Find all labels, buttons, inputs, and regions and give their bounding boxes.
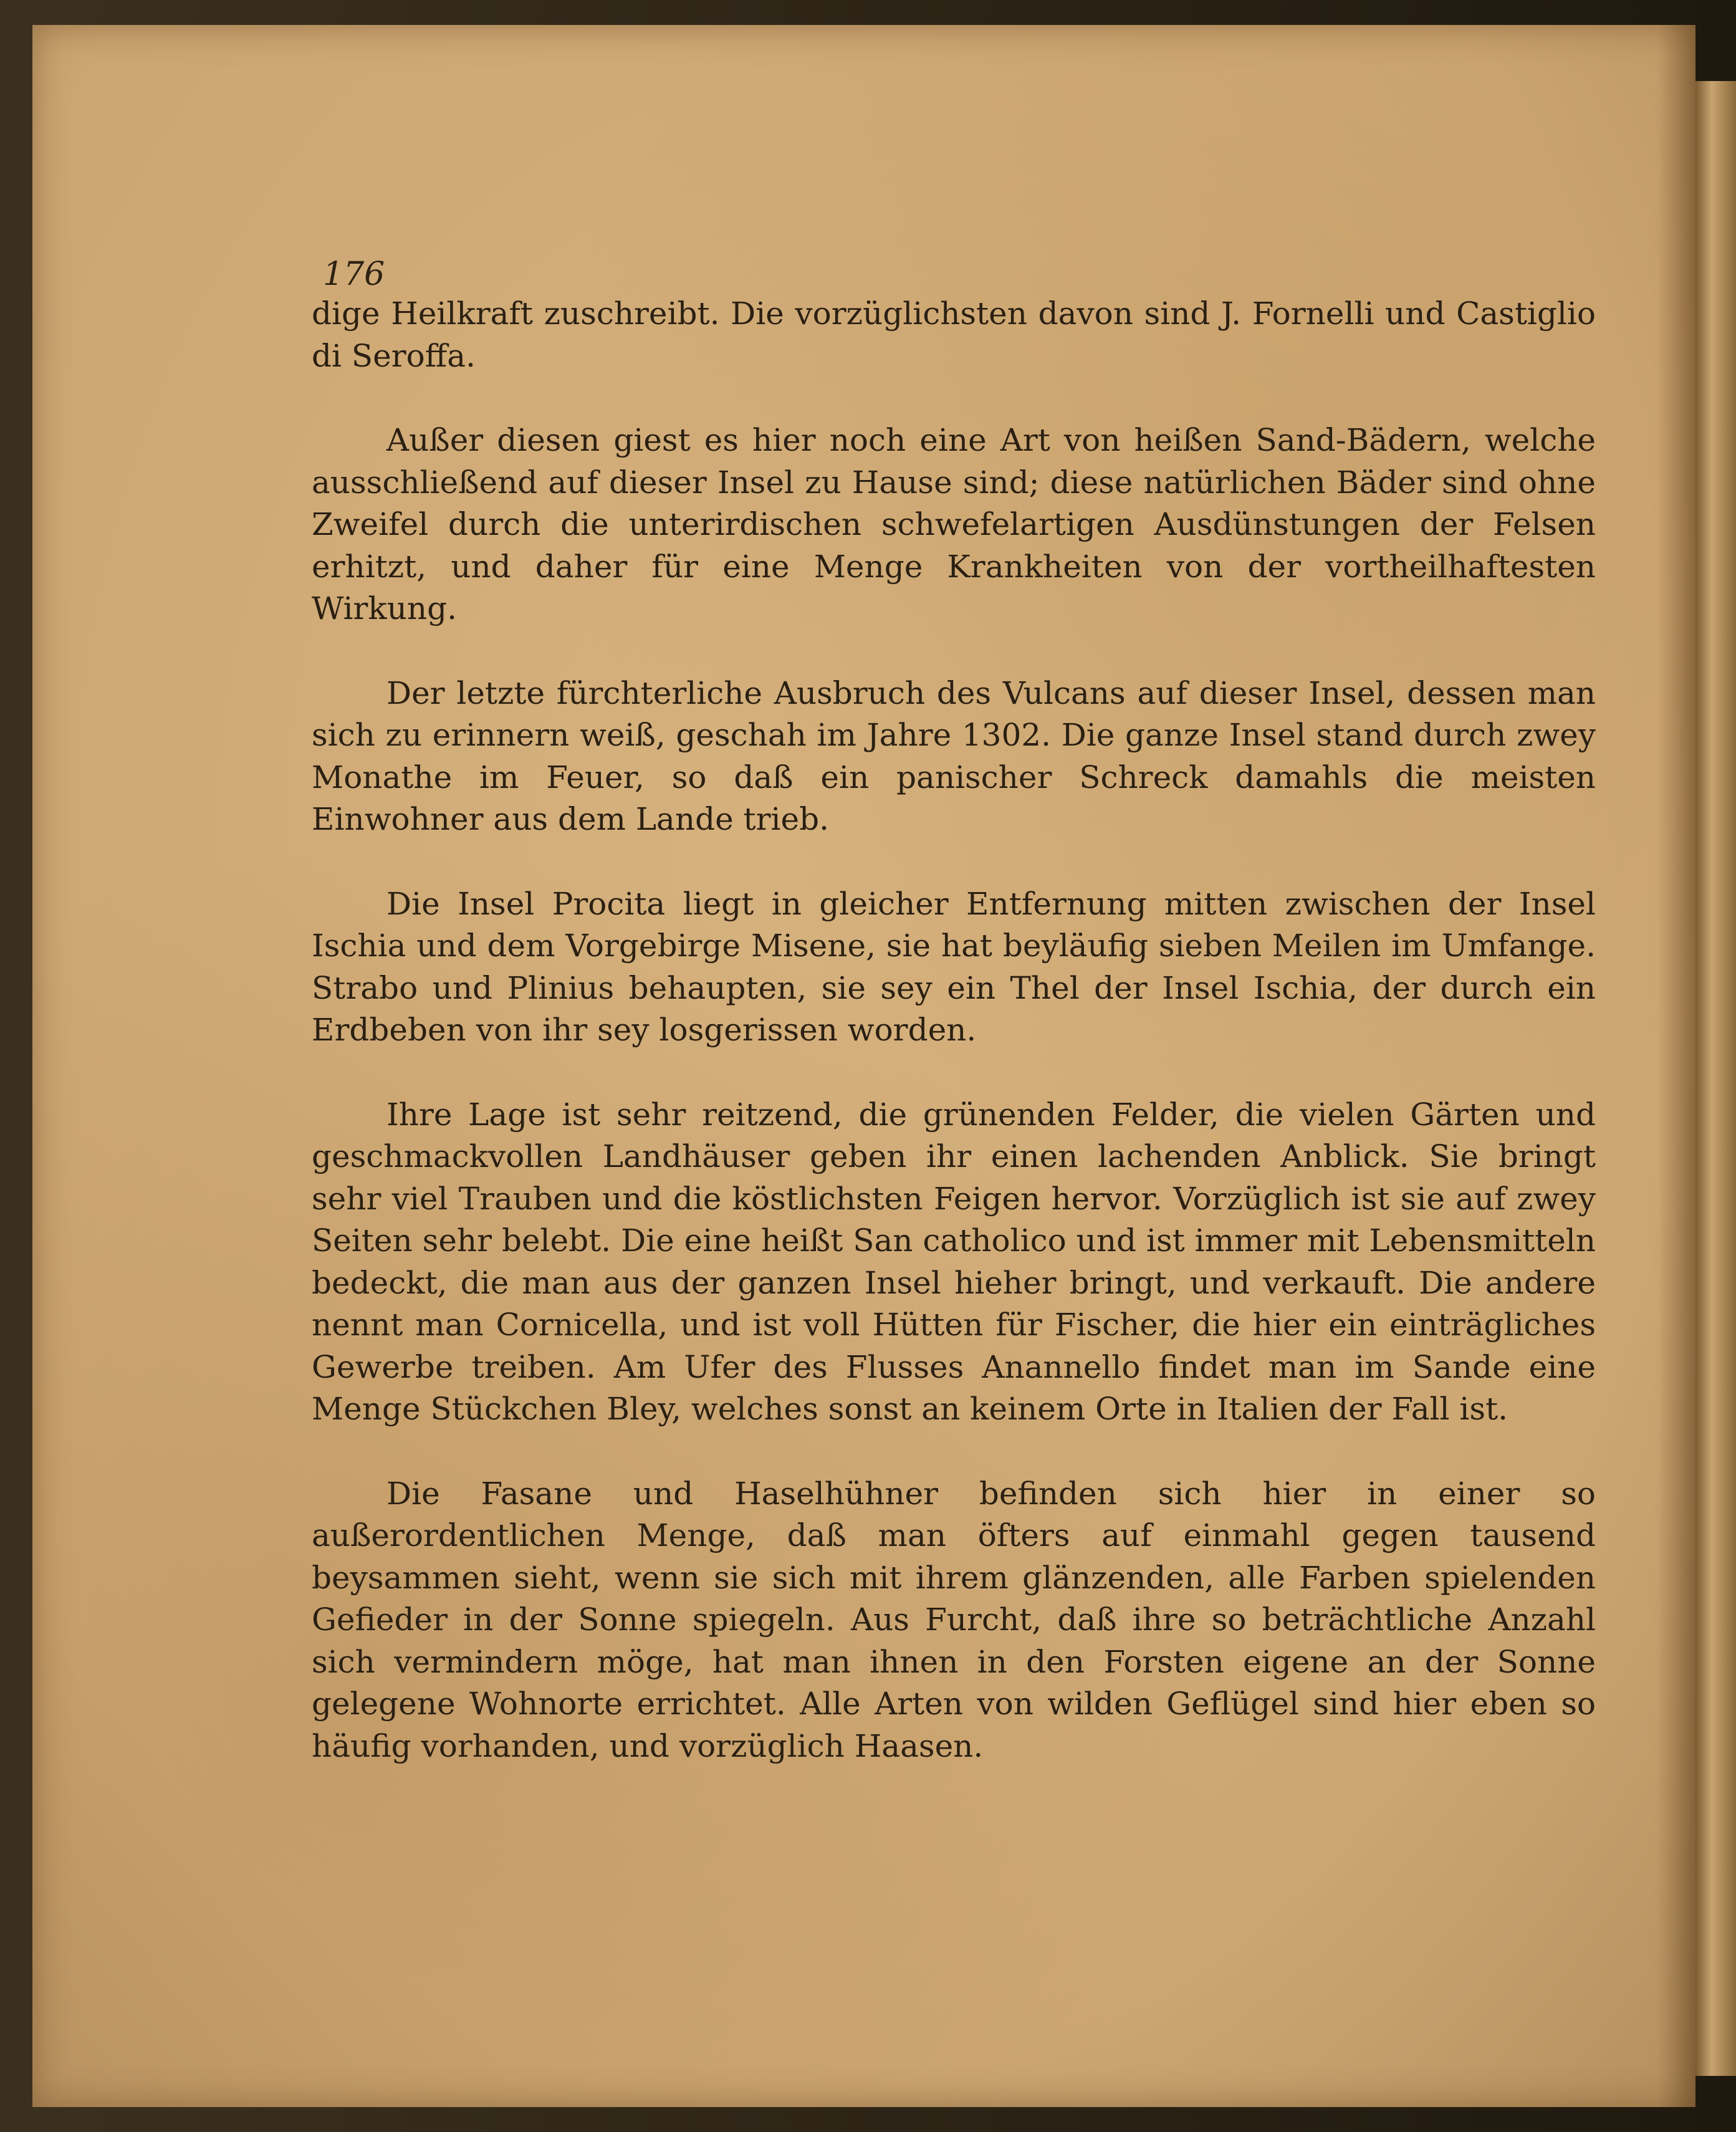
paragraph-2: Außer diesen giest es hier noch eine Art von heißen Sand-Bädern, welche ausschließend auf dieser Insel zu Hause sind; diese natürlichen Bäder sind ohne Zweifel durch die unterirdischen schwefelartigen Ausdünstungen der Felsen erhitzt, und daher für eine Menge Krankheiten von der vortheilhaftesten Wirkung. [312,422,1596,627]
body-text [312,293,1596,1767]
paragraph-3: Der letzte fürchterliche Ausbruch des Vulcans auf dieser Insel, dessen man sich zu erinnern weiß, geschah im Jahre 1302. Die ganze Insel stand durch zwey Monathe im Feuer, so daß ein panischer Schreck damahls die meisten Einwohner aus dem Lande trieb. [312,675,1596,837]
paragraph-1: dige Heilkraft zuschreibt. Die vorzüglichsten davon sind J. Fornelli und Castiglio di Seroffa. [312,295,1596,374]
paragraph-5: Ihre Lage ist sehr reitzend, die grünenden Felder, die vielen Gärten und geschmackvollen Landhäuser geben ihr einen lachenden Anblick. Sie bringt sehr viel Trauben und die köstlichsten Feigen hervor. Vorzüglich ist sie auf zwey Seiten sehr belebt. Die eine heißt San catholico und ist immer mit Lebensmitteln bedeckt, die man aus der ganzen Insel hieher bringt, und verkauft. Die andere nennt man Cornicella, und ist voll Hütten für Fischer, die hier ein einträgliches Gewerbe treiben. Am Ufer des Flusses Anannello findet man im Sande eine Menge Stückchen Bley, welches sonst an keinem Orte in Italien der Fall ist. [312,1096,1596,1427]
paragraph-4: Die Insel Procita liegt in gleicher Entfernung mitten zwischen der Insel Ischia und dem Vorgebirge Misene, sie hat beyläufig sieben Meilen im Umfange. Strabo und Plinius behaupten, sie sey ein Thel der Insel Ischia, der durch ein Erdbeben von ihr sey losgerissen worden. [312,885,1596,1048]
adjacent-page-edge [1695,81,1736,2076]
page-number: 176 [323,256,385,293]
paragraph-6: Die Fasane und Haselhühner befinden sich hier in einer so außerordentlichen Menge, daß man öfters auf einmahl gegen tausend beysammen sieht, wenn sie sich mit ihrem glänzenden, alle Farben spielenden Gefieder in der Sonne spiegeln. Aus Furcht, daß ihre so beträchtliche Anzahl sich vermindern möge, hat man ihnen in den Forsten eigene an der Sonne gelegene Wohnorte errichtet. Alle Arten von wilden Geflügel sind hier eben so häufig vorhanden, und vorzüglich Haasen. [312,1475,1596,1764]
page-gutter-shadow [1658,25,1695,2107]
